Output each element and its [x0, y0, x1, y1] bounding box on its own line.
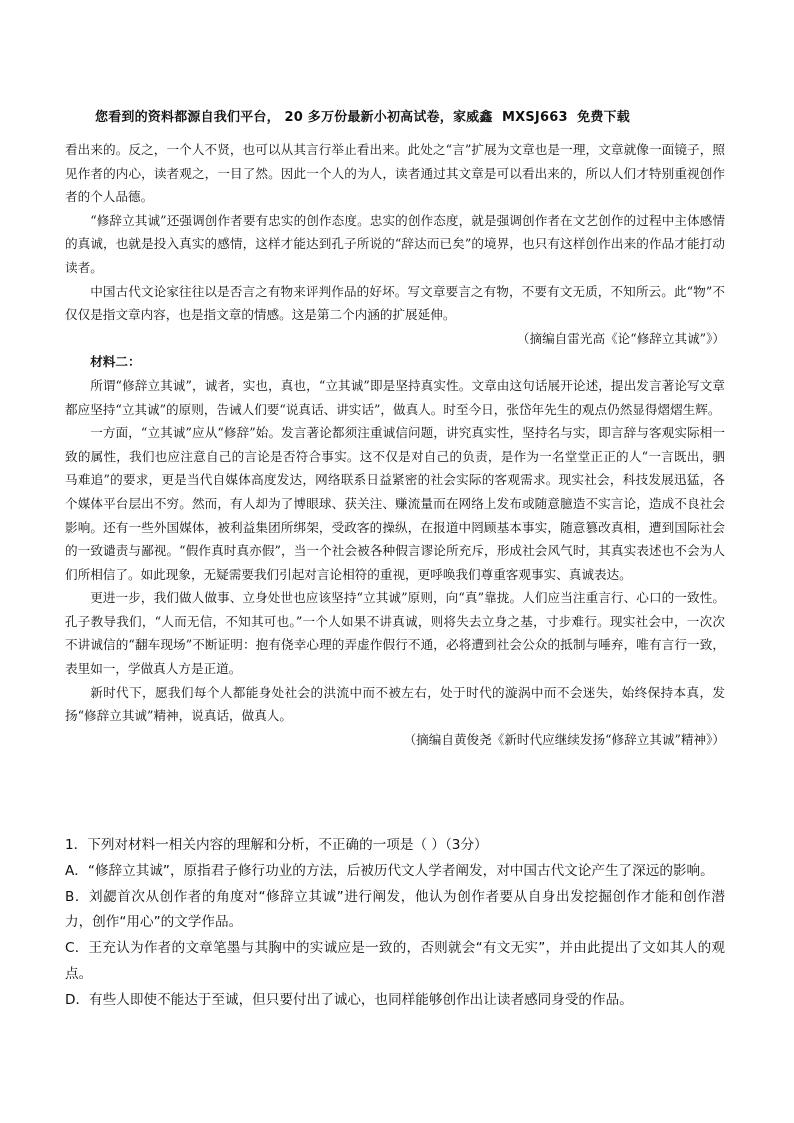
answer-option: A．“修辞立其诚”，原指君子修行功业的方法，后被历代文人学者阐发，对中国古代文论产生了深远的影响。 [65, 862, 714, 879]
answer-option: C．王充认为作者的文章笔墨与其胸中的实诚应是一致的，否则就会“有文无实”，并由此提出了文如其人的观点。 [65, 940, 725, 982]
material-label: 材料二： [90, 354, 141, 370]
reading-passage [65, 138, 725, 751]
answer-option: B．刘勰首次从创作者的角度对“修辞立其诚”进行阐发，他认为创作者要从自身出发挖掘创作才能和创作潜力，创作“用心”的文学作品。 [65, 888, 725, 931]
answer-option: D．有些人即使不能达于至诚，但只要付出了诚心，也同样能够创作出让读者感同身受的作品。 [65, 991, 633, 1008]
passage-paragraph: 所谓“修辞立其诚”，诚者，实也，真也，“立其诚”即是坚持真实性。文章由这句话展开论述，提出发言著论写文章都应坚持“立其诚”的原则，告诫人们要“说真话、讲实话”，做真人。时至今日，张岱年先生的观点仍然显得熠熠生辉。 [65, 377, 725, 417]
passage-paragraph: “修辞立其诚”还强调创作者要有忠实的创作态度。忠实的创作态度，就是强调创作者在文艺创作的过程中主体感情的真诚，也就是投入真实的感情，这样才能达到孔子所说的“辞达而已矣”的境界，也只有这样创作出来的作品才能打动读者。 [65, 212, 725, 275]
question-stem: 1．下列对材料一相关内容的理解和分析，不正确的一项是（ ）（3分） [65, 837, 488, 853]
passage-paragraph: 新时代下，愿我们每个人都能身处社会的洪流中而不被左右，处于时代的漩涡中而不会迷失，始终保持本真，发扬“修辞立其诚”精神，说真话，做真人。 [65, 684, 725, 724]
source-citation: （摘编自黄俊尧《新时代应继续发扬“修辞立其诚”精神》） [403, 731, 725, 747]
passage-paragraph: 看出来的。反之，一个人不贤，也可以从其言行举止看出来。此处之“言”扩展为文章也是一理，文章就像一面镜子，照见作者的内心，读者观之，一目了然。因此一个人的为人，读者通过其文章是可以看出来的，所以人们才特别重视创作者的个人品德。 [65, 142, 725, 205]
passage-paragraph: 中国古代文论家往往以是否言之有物来评判作品的好坏。写文章要言之有物，不要有文无质，不知所云。此“物”不仅仅是指文章内容，也是指文章的情感。这是第二个内涵的扩展延伸。 [65, 283, 725, 323]
question-block [65, 833, 725, 1014]
passage-paragraph: 更进一步，我们做人做事、立身处世也应该坚持“立其诚”原则，向“真”靠拢。人们应当注重言行、心口的一致性。孔子教导我们，“人而无信，不知其可也。”一个人如果不讲真诚，则将失去立身之基，寸步难行。现实社会中，一次次不讲诚信的“翻车现场”不断证明：抱有侥幸心理的弄虚作假行不通，必将遭到社会公众的抵制与唾弃，唯有言行一致，表里如一，学做真人方是正道。 [65, 590, 725, 677]
source-citation: （摘编自雷光高《论“修辞立其诚”》） [516, 330, 725, 346]
promo-header: 您看到的资料都源自我们平台， 20 多万份最新小初高试卷，家威鑫 MXSJ663 免费下载 [95, 110, 630, 125]
passage-paragraph: 一方面，“立其诚”应从“修辞”始。发言著论都须注重诚信问题，讲究真实性，坚持名与实，即言辞与客观实际相一致的属性，我们也应注意自己的言论是否符合事实。这不仅是对自己的负责，是作为一名堂堂正正的人“一言既出，驷马难追”的要求，更是当代自媒体高度发达，网络联系日益紧密的社会实际的客观需求。现实社会，科技发展迅猛，各个媒体平台层出不穷。然而，有人却为了博眼球、获关注、赚流量而在网络上发布或随意臆造不实言论，造成不良社会影响。还有一些外国媒体，被利益集团所绑架，受政客的操纵，在报道中罔顾基本事实，随意篡改真相，遭到国际社会的一致谴责与鄙视。“假作真时真亦假”，当一个社会被各种假言谬论所充斥，形成社会风气时，其真实表述也不会为人们所相信了。如此现象，无疑需要我们引起对言论相符的重视，更呼唤我们尊重客观事实、真诚表达。 [65, 425, 725, 582]
